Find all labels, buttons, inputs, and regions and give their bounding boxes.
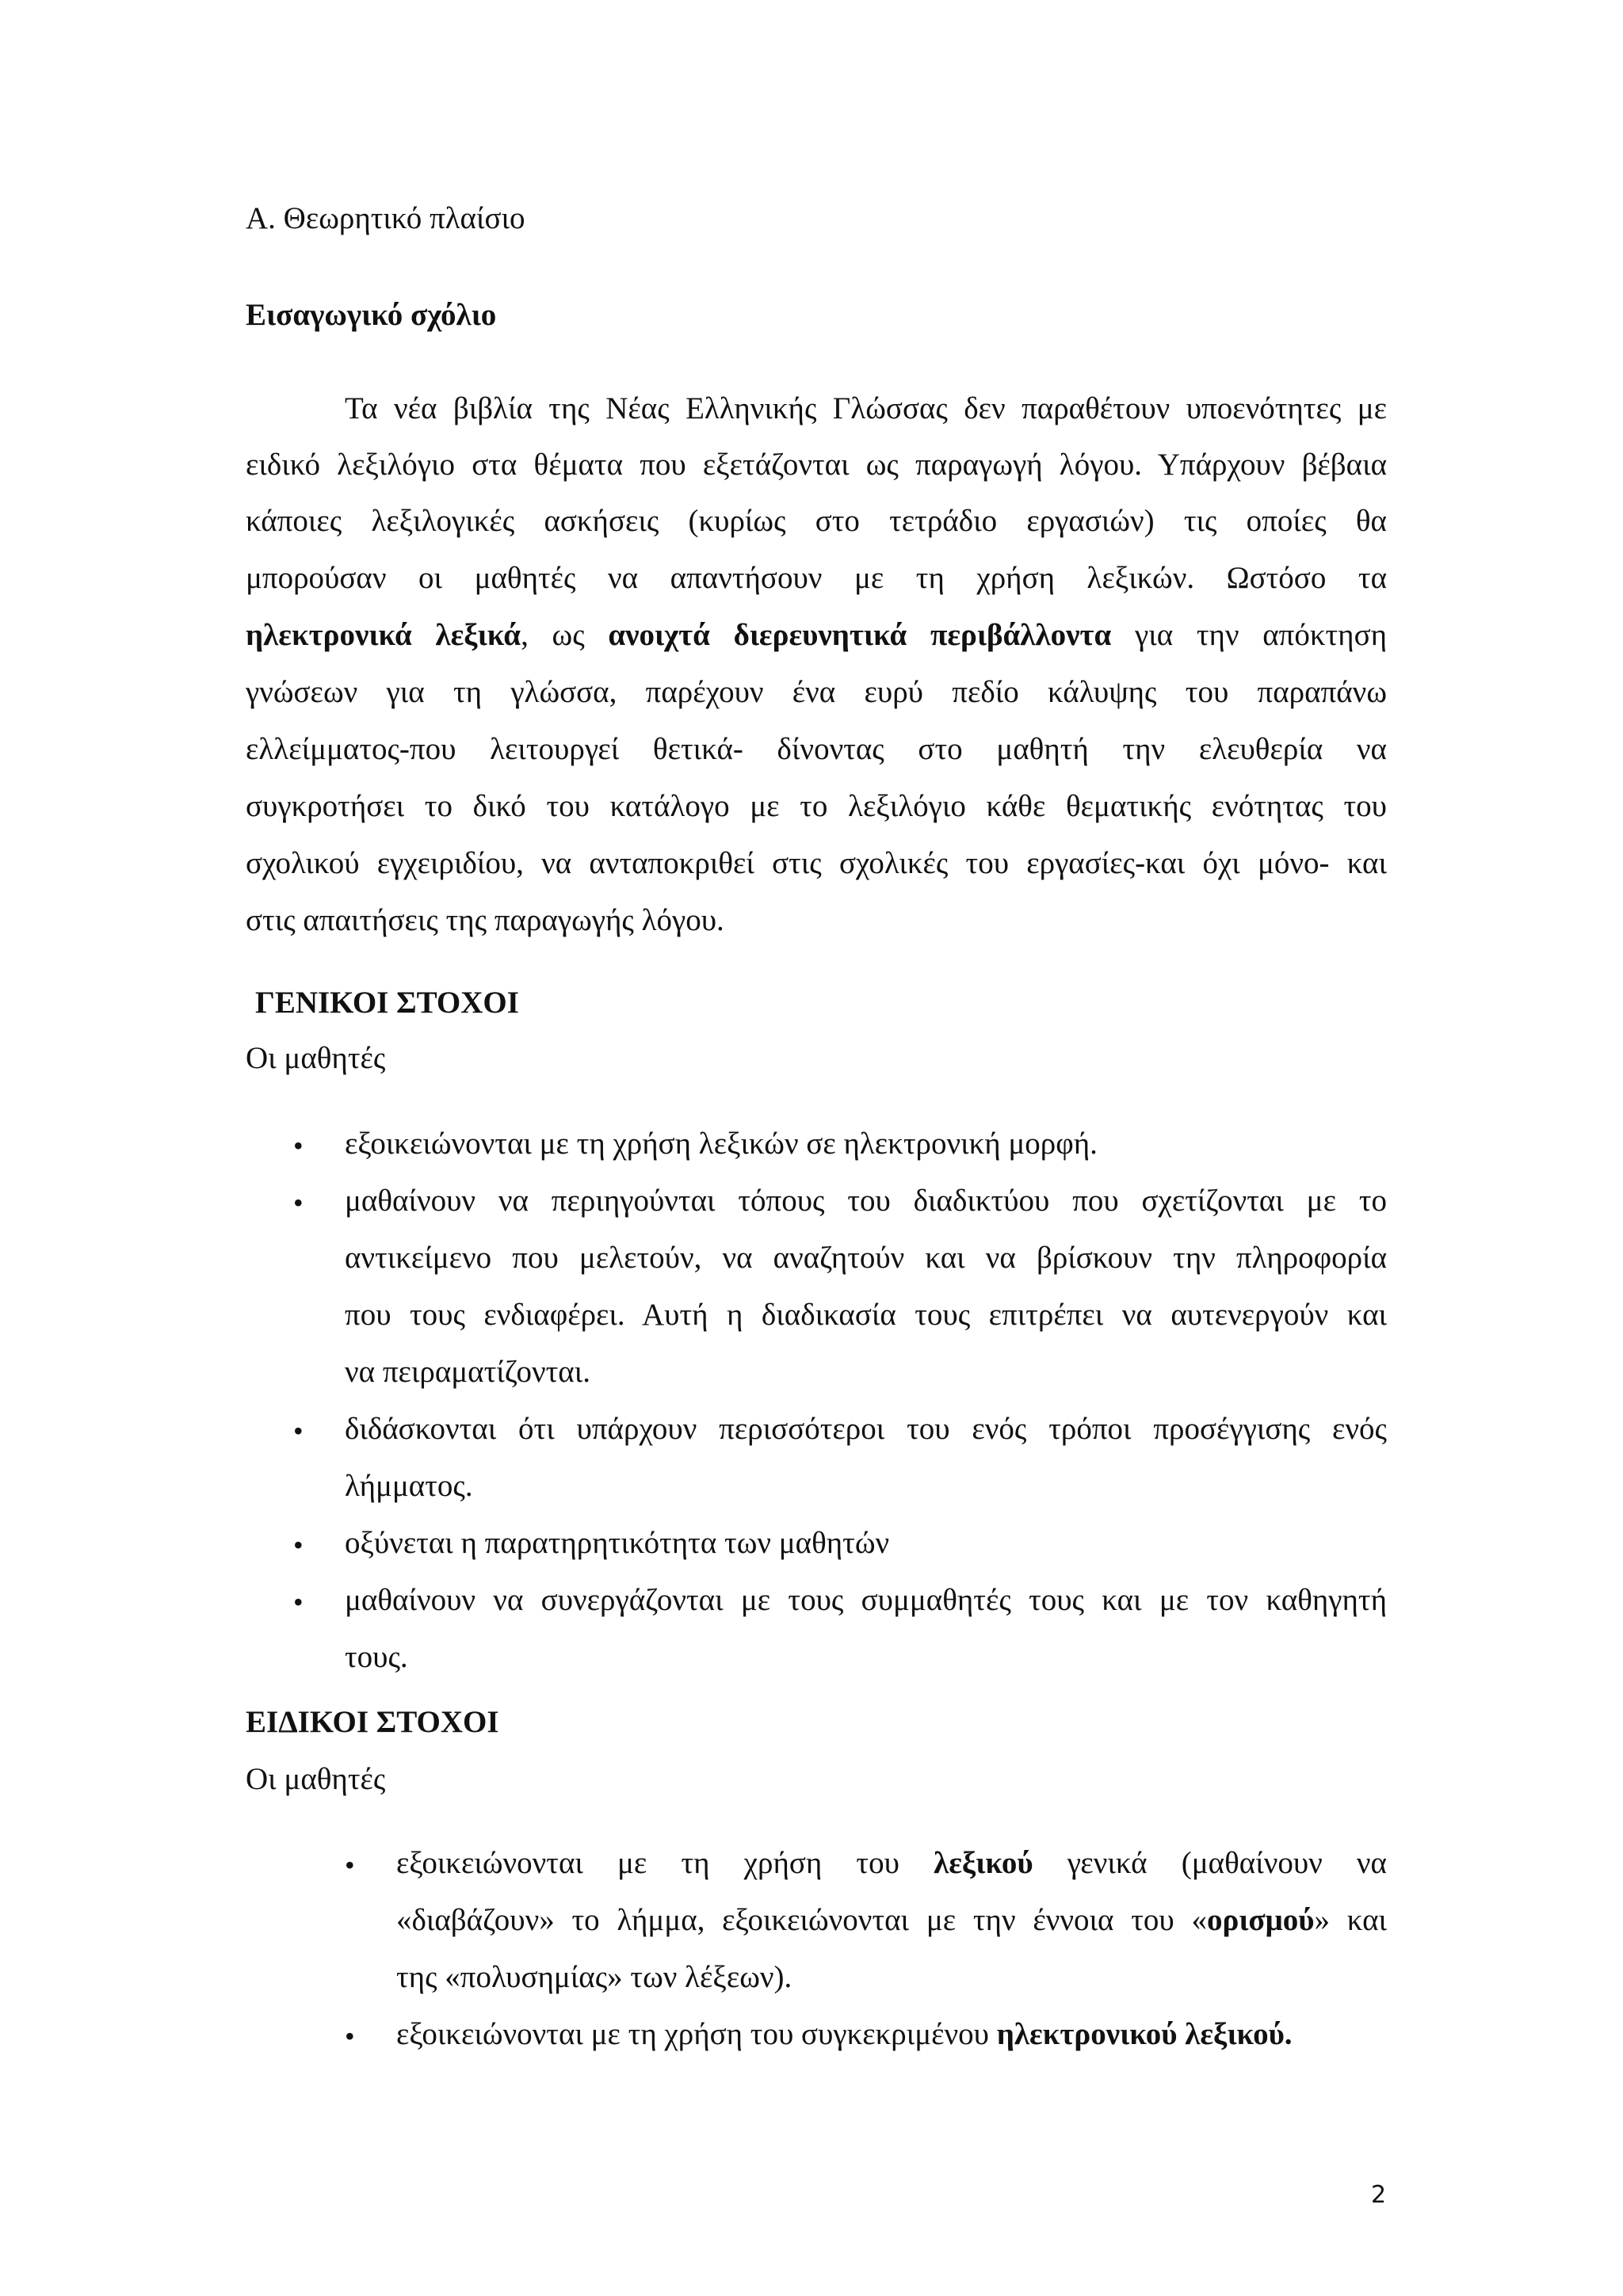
list-item: μαθαίνουν να συνεργάζονται με τους συμμαθητές τους και με τον καθηγητή [345, 1583, 1387, 1617]
list-item: εξοικειώνονται με τη χρήση του συγκεκριμένου ηλεκτρονικού λεξικού. [396, 2017, 1293, 2051]
bullet-icon: • [293, 1415, 304, 1447]
bullet-icon: • [293, 1187, 304, 1219]
list-item-continued: λήμματος. [345, 1469, 473, 1503]
intro-line: ελλείμματος-που λειτουργεί θετικά- δίνοντας στο μαθητή την ελευθερία να [246, 732, 1387, 766]
list-item-continued: που τους ενδιαφέρει. Αυτή η διαδικασία τους επιτρέπει να αυτενεργούν και [345, 1298, 1387, 1332]
specific-goals-subheading: Οι μαθητές [246, 1762, 386, 1796]
general-goals-heading: ΓΕΝΙΚΟΙ ΣΤΟΧΟΙ [255, 986, 519, 1020]
bullet-icon: • [293, 1130, 304, 1161]
intro-line: Τα νέα βιβλία της Νέας Ελληνικής Γλώσσας δεν παραθέτουν υποενότητες με [345, 391, 1387, 425]
intro-line: γνώσεων για τη γλώσσα, παρέχουν ένα ευρύ πεδίο κάλυψης του παραπάνω [246, 675, 1387, 709]
bullet-icon: • [345, 1849, 355, 1881]
bold-term: ορισμού [1206, 1903, 1315, 1937]
intro-heading: Εισαγωγικό σχόλιο [246, 298, 497, 332]
intro-line: ειδικό λεξιλόγιο στα θέματα που εξετάζονται ως παραγωγή λόγου. Υπάρχουν βέβαια [246, 448, 1387, 482]
list-item: μαθαίνουν να περιηγούνται τόπους του διαδικτύου που σχετίζονται με το [345, 1184, 1387, 1218]
bold-term: ανοιχτά διερευνητικά περιβάλλοντα [608, 618, 1112, 652]
list-item: εξοικειώνονται με τη χρήση λεξικών σε ηλεκτρονική μορφή. [345, 1127, 1098, 1161]
intro-line: στις απαιτήσεις της παραγωγής λόγου. [246, 903, 724, 937]
list-item: οξύνεται η παρατηρητικότητα των μαθητών [345, 1526, 890, 1560]
bold-term: ηλεκτρονικού λεξικού. [996, 2017, 1293, 2051]
general-goals-subheading: Οι μαθητές [246, 1041, 386, 1075]
list-item-continued: «διαβάζουν» το λήμμα, εξοικειώνονται με την έννοια του «ορισμού» και [396, 1903, 1387, 1937]
list-item-continued: αντικείμενο που μελετούν, να αναζητούν και να βρίσκουν την πληροφορία [345, 1241, 1387, 1275]
bold-term: λεξικού [934, 1846, 1033, 1880]
intro-line: κάποιες λεξιλογικές ασκήσεις (κυρίως στο τετράδιο εργασιών) τις οποίες θα [246, 504, 1387, 538]
specific-goals-heading: ΕΙΔΙΚΟΙ ΣΤΟΧΟΙ [246, 1705, 499, 1739]
list-item: διδάσκονται ότι υπάρχουν περισσότεροι του ενός τρόποι προσέγγισης ενός [345, 1412, 1387, 1446]
intro-line: συγκροτήσει το δικό του κατάλογο με το λεξιλόγιο κάθε θεματικής ενότητας του [246, 789, 1387, 823]
bullet-icon: • [293, 1529, 304, 1561]
intro-line: ηλεκτρονικά λεξικά, ως ανοιχτά διερευνητικά περιβάλλοντα για την απόκτηση [246, 618, 1387, 652]
list-item-continued: να πειραματίζονται. [345, 1355, 590, 1389]
intro-line: μπορούσαν οι μαθητές να απαντήσουν με τη χρήση λεξικών. Ωστόσο τα [246, 561, 1387, 595]
intro-line: σχολικού εγχειριδίου, να ανταποκριθεί στις σχολικές του εργασίες-και όχι μόνο- και [246, 846, 1387, 880]
list-item-continued: τους. [345, 1640, 408, 1674]
bullet-icon: • [345, 2020, 355, 2052]
section-title: Α. Θεωρητικό πλαίσιο [246, 201, 525, 235]
page-number: 2 [1371, 2181, 1387, 2209]
bold-term: ηλεκτρονικά λεξικά [246, 618, 521, 652]
list-item-continued: της «πολυσημίας» των λέξεων). [396, 1960, 792, 1994]
list-item: εξοικειώνονται με τη χρήση του λεξικού γενικά (μαθαίνουν να [396, 1846, 1387, 1880]
bullet-icon: • [293, 1586, 304, 1618]
